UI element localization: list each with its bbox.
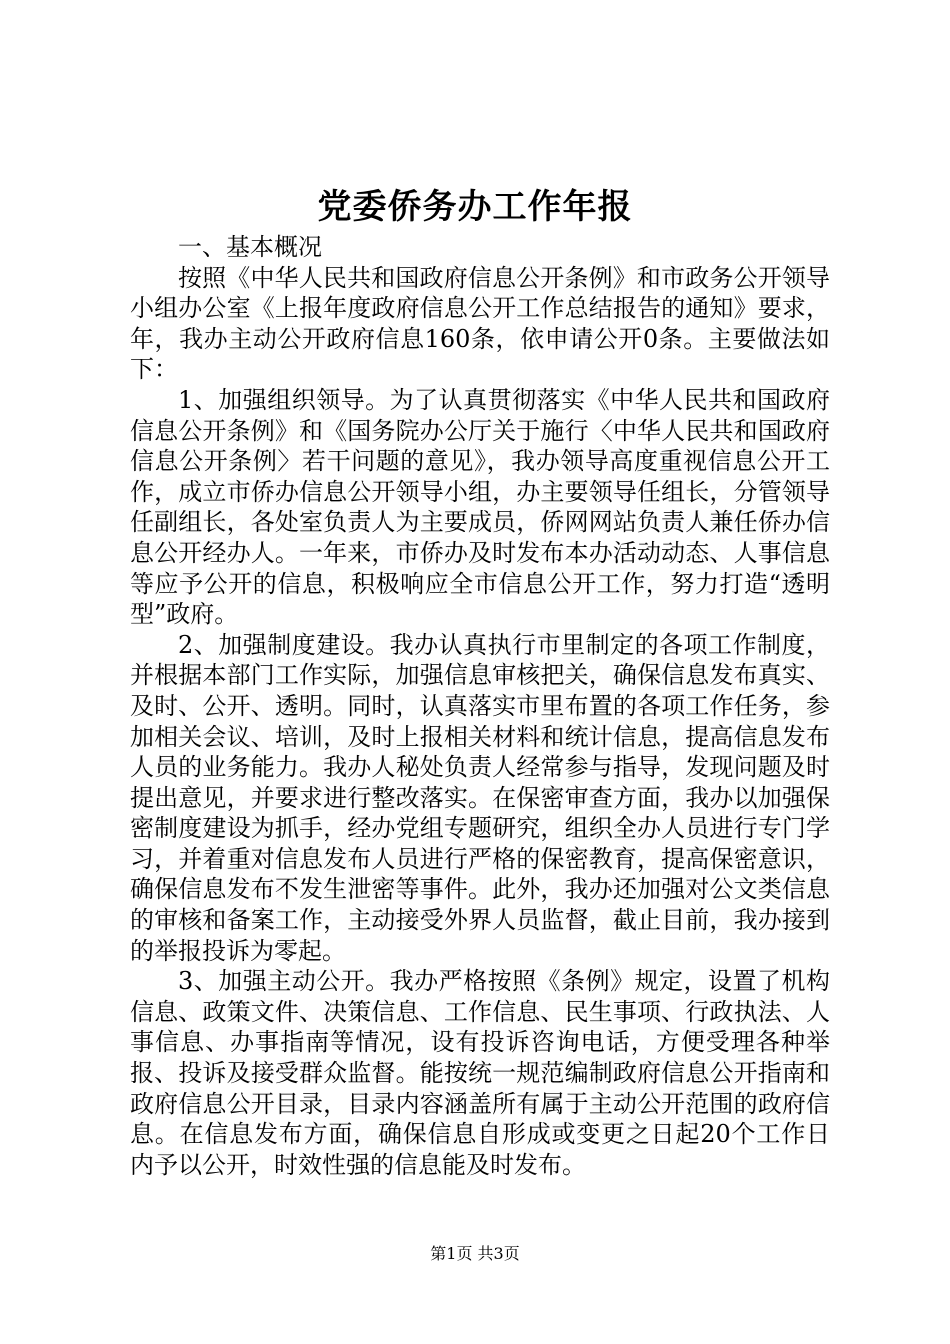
paragraph-active-disclosure: 3、加强主动公开。我办严格按照《条例》规定，设置了机构信息、政策文件、决策信息、工作信息、民生事项、行政执法、人事信息、办事指南等情况，设有投诉咨询电话，方便受理各种举报、投诉及接受群众监督。能按统一规范编制政府信息公开指南和政府信息公开目录，目录内容涵盖所有属于主动公开范围的政府信息。在信息发布方面，确保信息自形成或变更之日起20个工作日内予以公开，时效性强的信息能及时发布。 [130,967,830,1179]
paragraph-organization: 1、加强组织领导。为了认真贯彻落实《中华人民共和国政府信息公开条例》和《国务院办公厅关于施行〈中华人民共和国政府信息公开条例〉若干问题的意见》，我办领导高度重视信息公开工作，成立市侨办信息公开领导小组，办主要领导任组长，分管领导任副组长，各处室负责人为主要成员，侨网网站负责人兼任侨办信息公开经办人。一年来，市侨办及时发布本办活动动态、人事信息等应予公开的信息，积极响应全市信息公开工作，努力打造“透明型”政府。 [130,385,830,629]
paragraph-system-building: 2、加强制度建设。我办认真执行市里制定的各项工作制度，并根据本部门工作实际，加强信息审核把关，确保信息发布真实、及时、公开、透明。同时，认真落实市里布置的各项工作任务，参加相关会议、培训，及时上报相关材料和统计信息，提高信息发布人员的业务能力。我办人秘处负责人经常参与指导，发现问题及时提出意见，并要求进行整改落实。在保密审查方面，我办以加强保密制度建设为抓手，经办党组专题研究，组织全办人员进行专门学习，并着重对信息发布人员进行严格的保密教育，提高保密意识，确保信息发布不发生泄密等事件。此外，我办还加强对公文类信息的审核和备案工作，主动接受外界人员监督，截止目前，我办接到的举报投诉为零起。 [130,630,830,965]
page-footer: 第1页 共3页 [430,1244,520,1263]
page-title: 党委侨务办工作年报 [317,187,633,227]
section-heading: 一、基本概况 [178,233,322,261]
paragraph-intro: 按照《中华人民共和国政府信息公开条例》和市政务公开领导小组办公室《上报年度政府信息公开工作总结报告的通知》要求，年，我办主动公开政府信息160条，依申请公开0条。主要做法如下： [130,263,830,384]
document-body [130,232,830,1180]
